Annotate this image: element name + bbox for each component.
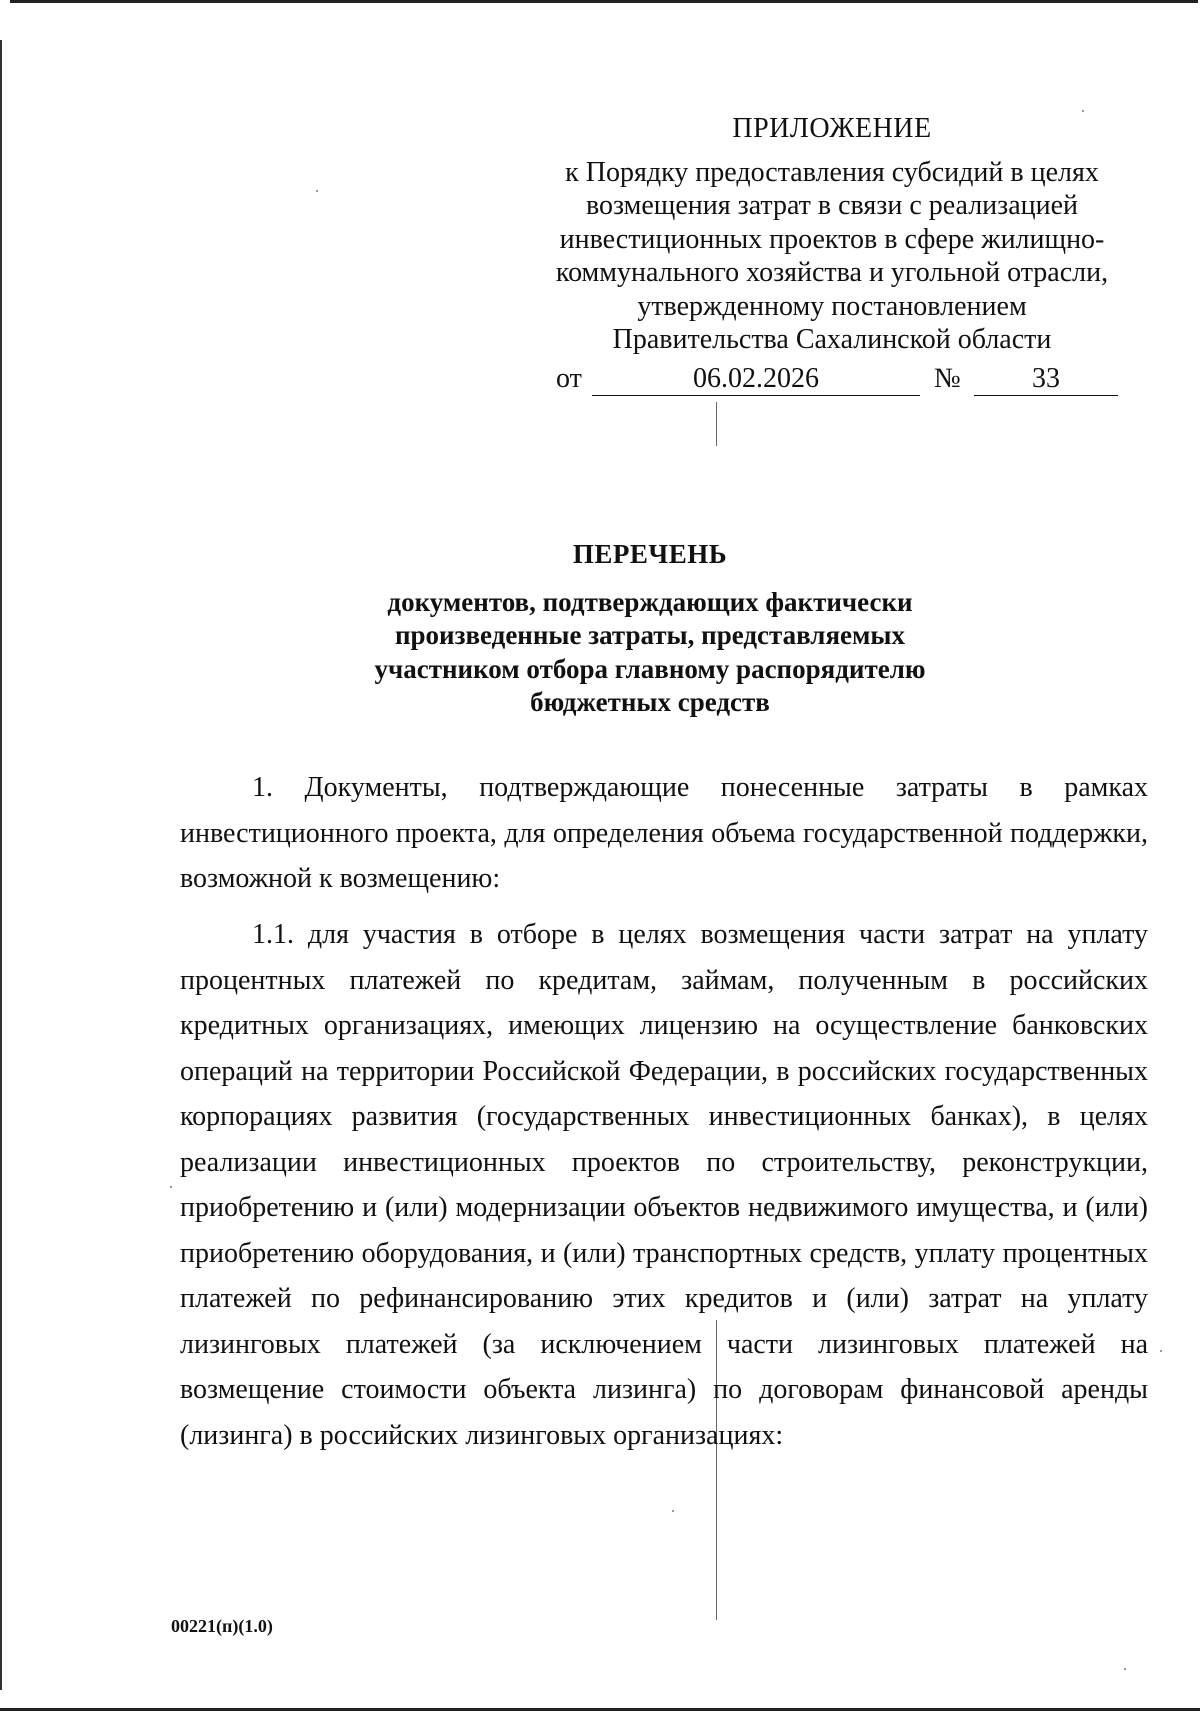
scan-artifact-line	[716, 402, 717, 446]
appendix-title: ПРИЛОЖЕНИЕ	[732, 113, 932, 144]
paragraph-1: 1. Документы, подтверждающие понесенные затраты в рамках инвестиционного проекта, для определения объема государственной поддержки, возможной к возмещению:	[180, 772, 1148, 894]
resolution-date-row	[556, 362, 1116, 396]
scan-edge-left	[0, 40, 2, 1690]
heading-line: документов, подтверждающих фактически	[387, 586, 913, 617]
appendix-line: инвестиционных проектов в сфере жилищно-	[559, 223, 1105, 255]
number-sign: №	[934, 363, 961, 394]
appendix-line: к Порядку предоставления субсидий в целях	[565, 156, 1099, 188]
appendix-block	[552, 112, 1112, 357]
scan-edge-bottom	[0, 1708, 1200, 1711]
appendix-line: Правительства Сахалинской области	[612, 324, 1052, 355]
heading-title: ПЕРЕЧЕНЬ	[572, 539, 728, 569]
scan-speck	[170, 1186, 172, 1188]
resolution-date: 06.02.2026	[592, 362, 920, 396]
scan-speck	[1160, 1350, 1162, 1352]
date-prefix: от	[556, 363, 582, 394]
appendix-line: утвержденному постановлением	[637, 290, 1027, 322]
scan-speck	[1124, 1668, 1126, 1670]
scan-edge-top	[10, 0, 1198, 3]
scan-speck	[316, 190, 318, 192]
document-heading	[300, 538, 1000, 720]
scan-speck	[672, 1510, 674, 1512]
heading-line: произведенные затраты, представляемых	[394, 620, 906, 650]
heading-line: бюджетных средств	[530, 687, 770, 717]
appendix-line: коммунального хозяйства и угольной отрасли,	[555, 257, 1109, 288]
appendix-line: возмещения затрат в связи с реализацией	[585, 190, 1079, 221]
heading-line: участником отбора главному распорядителю	[374, 653, 926, 684]
resolution-number: 33	[974, 362, 1118, 396]
paragraph-1-1: 1.1. для участия в отборе в целях возмещения части затрат на уплату процентных платежей по кредитам, займам, полученным в российских кредитных организациях, имеющих лицензию на осуществление банковских операций на территории Российской Федерации, в российских государственных корпорациях развития (государственных инвестиционных банках), в целях реализации инвестиционных проектов по строительству, реконструкции, приобретению и (или) модернизации объектов недвижимого имущества, и (или) приобретению оборудования, и (или) транспортных средств, уплату процентных платежей по рефинансированию этих кредитов и (или) затрат на уплату лизинговых платежей (за исключением части лизинговых платежей на возмещение стоимости объекта лизинга) по договорам финансовой аренды (лизинга) в российских лизинговых организациях:	[180, 919, 1148, 1451]
document-code: 00221(п)(1.0)	[171, 1616, 273, 1636]
